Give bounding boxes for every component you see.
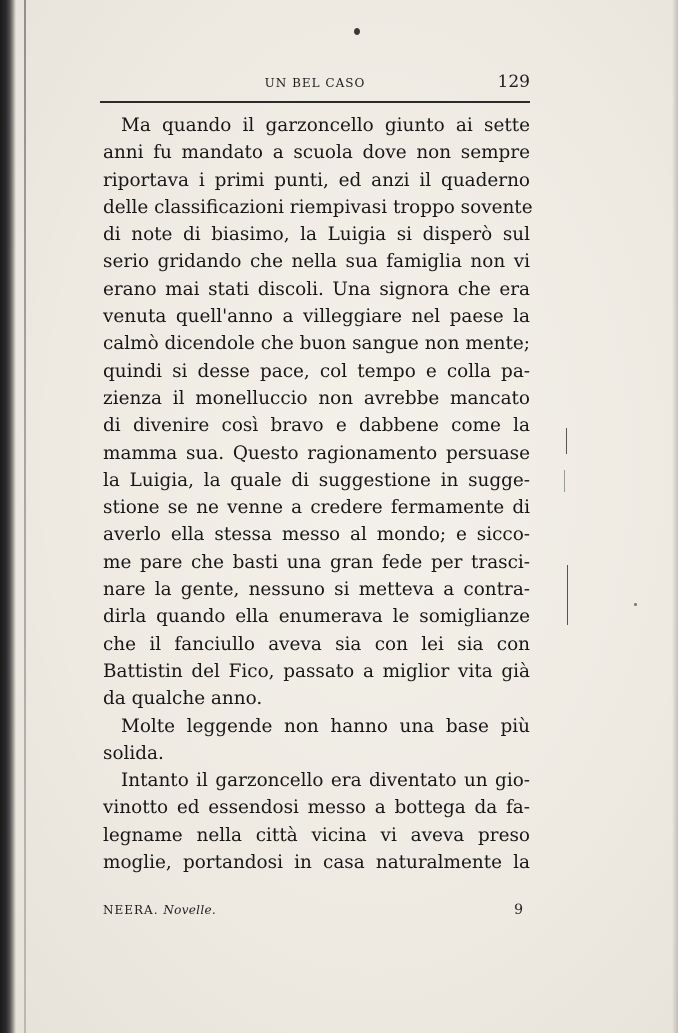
- work-title: Novelle.: [163, 903, 216, 917]
- text-line: me pare che basti una gran fede per trasci-: [103, 551, 530, 573]
- binding-shadow-line: [24, 0, 26, 1033]
- text-line: serio gridando che nella sua famiglia non vi: [103, 251, 530, 273]
- header-rule: [100, 101, 530, 103]
- ink-dot: [354, 28, 360, 35]
- text-line: solida.: [103, 742, 164, 764]
- text-line: Battistin del Fico, passato a miglior vita già: [103, 660, 530, 682]
- running-header: [100, 70, 530, 100]
- text-line: erano mai stati discoli. Una signora che era: [103, 278, 530, 300]
- scan-speck: [634, 603, 637, 606]
- text-line: venuta quell'anno a villeggiare nel paese la: [103, 306, 530, 328]
- text-line: quindi si desse pace, col tempo e colla pa-: [103, 360, 530, 382]
- text-line: anni fu mandato a scuola dove non sempre: [103, 142, 530, 164]
- text-line: stione se ne venne a credere fermamente di: [103, 497, 530, 519]
- text-line: di note di biasimo, la Luigia si disperò sul: [103, 224, 530, 246]
- text-line: legname nella città vicina vi aveva preso: [103, 824, 530, 846]
- text-line: moglie, portandosi in casa naturalmente la: [103, 852, 530, 874]
- text-line: calmò dicendole che buon sangue non mente;: [103, 333, 530, 355]
- running-title: UN BEL CASO: [264, 76, 366, 90]
- text-line: che il fanciullo aveva sia con lei sia con: [103, 633, 530, 655]
- margin-mark: [567, 565, 568, 625]
- text-line: di divenire così bravo e dabbene come la: [103, 415, 530, 437]
- text-line: nare la gente, nessuno si metteva a contra-: [103, 579, 530, 601]
- signature-mark: 9: [514, 902, 523, 918]
- page-number: 129: [497, 72, 530, 92]
- margin-mark: [564, 470, 565, 492]
- text-line: vinotto ed essendosi messo a bottega da fa-: [103, 797, 530, 819]
- text-line: riportava i primi punti, ed anzi il quaderno: [103, 169, 530, 191]
- body-text: [103, 112, 533, 876]
- page-right-edge: [672, 0, 678, 1033]
- author-name: NEERA.: [103, 903, 159, 917]
- text-line: zienza il monelluccio non avrebbe mancato: [103, 387, 530, 409]
- text-line: dirla quando ella enumerava le somiglianze: [103, 606, 530, 628]
- margin-mark: [566, 428, 567, 454]
- text-line: delle classificazioni riempivasi troppo sovente: [103, 196, 533, 218]
- text-line: Intanto il garzoncello era diventato un gio-: [121, 770, 530, 792]
- text-line: Molte leggende non hanno una base più: [121, 715, 530, 737]
- text-line: averlo ella stessa messo al mondo; e sicco-: [103, 524, 530, 546]
- binding-edge: [0, 0, 16, 1033]
- text-line: la Luigia, la quale di suggestione in sugge-: [103, 469, 530, 491]
- text-line: Ma quando il garzoncello giunto ai sette: [121, 115, 530, 136]
- footer-author: [103, 903, 216, 917]
- text-line: mamma sua. Questo ragionamento persuase: [103, 442, 530, 464]
- text-line: da qualche anno.: [103, 688, 263, 710]
